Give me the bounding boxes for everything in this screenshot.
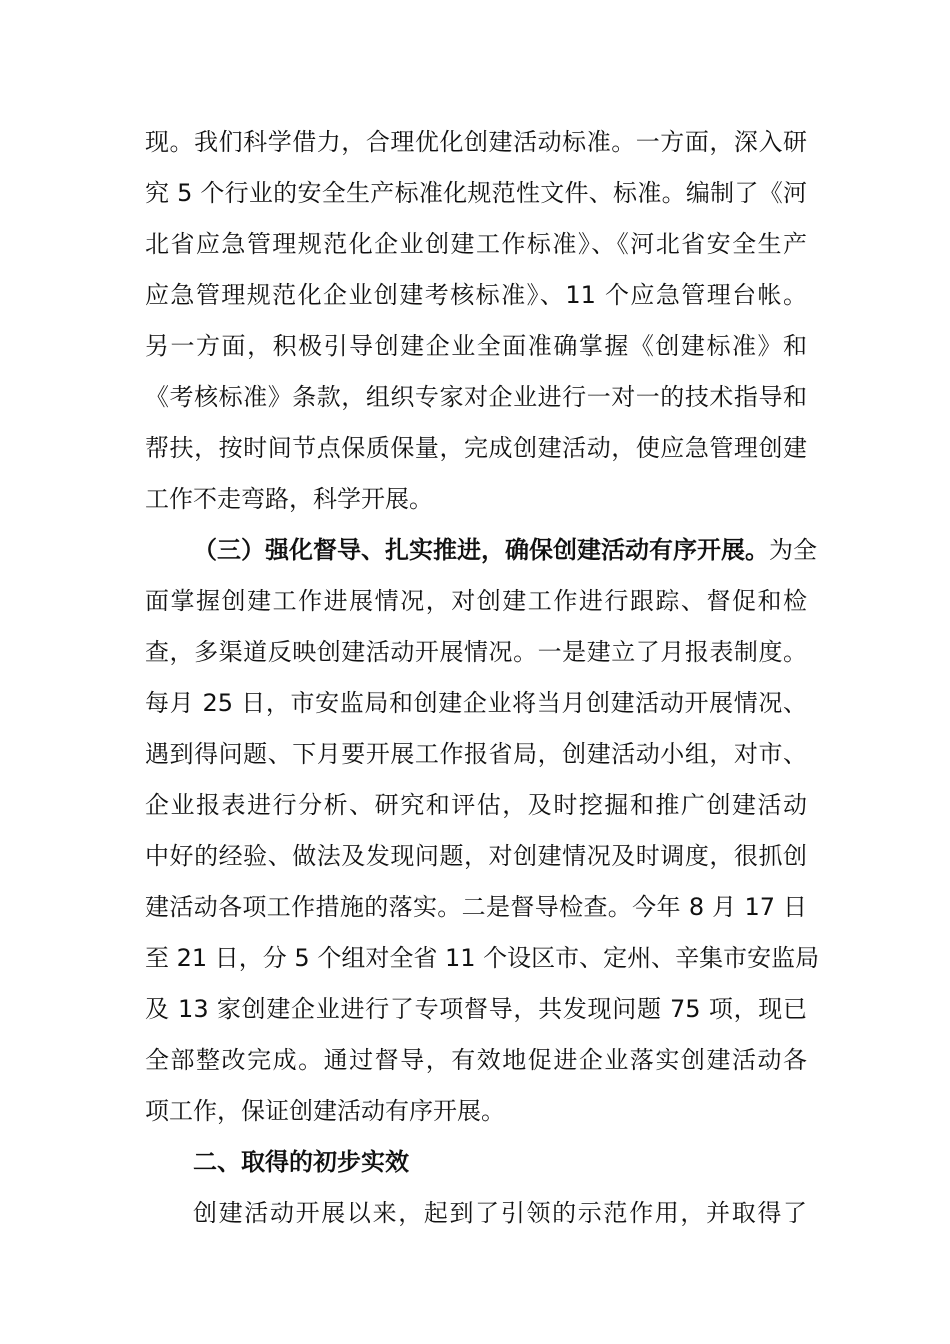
paragraph-line: 面掌握创建工作进展情况，对创建工作进行跟踪、督促和检 bbox=[145, 587, 807, 615]
paragraph-line: 中好的经验、做法及发现问题，对创建情况及时调度，很抓创 bbox=[145, 842, 807, 870]
subsection-heading: （三）强化督导、扎实推进，确保创建活动有序开展。 bbox=[193, 536, 769, 564]
paragraph-line: 全部整改完成。通过督导，有效地促进企业落实创建活动各 bbox=[145, 1046, 807, 1074]
paragraph-line: 至 21 日，分 5 个组对全省 11 个设区市、定州、辛集市安监局 bbox=[145, 944, 820, 972]
paragraph-line: 应急管理规范化企业创建考核标准》、11 个应急管理台帐。 bbox=[145, 281, 807, 309]
paragraph-line: 遇到得问题、下月要开展工作报省局，创建活动小组，对市、 bbox=[145, 740, 807, 768]
paragraph-line: 究 5 个行业的安全生产标准化规范性文件、标准。编制了《河 bbox=[145, 179, 807, 207]
paragraph-line: 创建活动开展以来，起到了引领的示范作用，并取得了 bbox=[193, 1199, 807, 1227]
paragraph-line: 项工作，保证创建活动有序开展。 bbox=[145, 1097, 505, 1125]
paragraph-line: 查，多渠道反映创建活动开展情况。一是建立了月报表制度。 bbox=[145, 638, 807, 666]
paragraph-line: 企业报表进行分析、研究和评估，及时挖掘和推广创建活动 bbox=[145, 791, 807, 819]
paragraph-text: 为全 bbox=[769, 536, 817, 564]
paragraph-line: 每月 25 日，市安监局和创建企业将当月创建活动开展情况、 bbox=[145, 689, 807, 717]
paragraph-heading-line bbox=[193, 532, 817, 568]
paragraph-line: 及 13 家创建企业进行了专项督导，共发现问题 75 项，现已 bbox=[145, 995, 807, 1023]
section-heading: 二、取得的初步实效 bbox=[193, 1148, 409, 1176]
paragraph-line: 工作不走弯路，科学开展。 bbox=[145, 485, 433, 513]
paragraph-line: 北省应急管理规范化企业创建工作标准》、《河北省安全生产 bbox=[145, 230, 807, 258]
paragraph-line: 帮扶，按时间节点保质保量，完成创建活动，使应急管理创建 bbox=[145, 434, 807, 462]
paragraph-line: 另一方面，积极引导创建企业全面准确掌握《创建标准》和 bbox=[145, 332, 807, 360]
paragraph-line: 现。我们科学借力，合理优化创建活动标准。一方面，深入研 bbox=[145, 128, 807, 156]
paragraph-line: 《考核标准》条款，组织专家对企业进行一对一的技术指导和 bbox=[145, 383, 807, 411]
paragraph-line: 建活动各项工作措施的落实。二是督导检查。今年 8 月 17 日 bbox=[145, 893, 807, 921]
